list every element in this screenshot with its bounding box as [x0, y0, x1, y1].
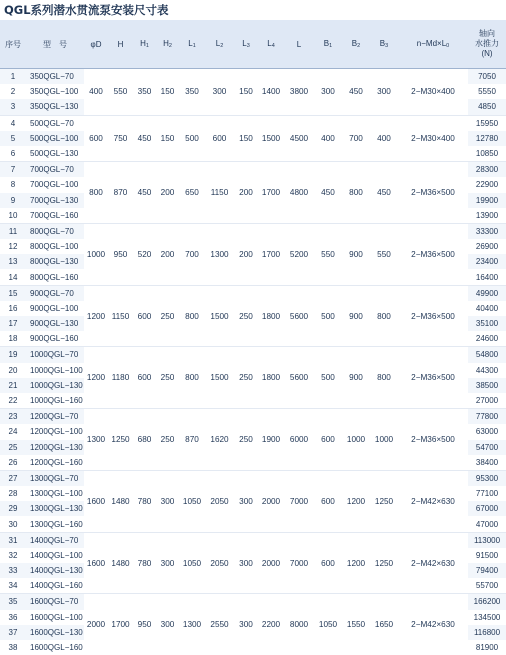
cell-h2: 250 [156, 347, 179, 409]
cell-h: 1180 [108, 347, 133, 409]
cell-model: 900QGL−70 [26, 285, 84, 301]
cell-l2: 1150 [205, 162, 234, 224]
cell-b3: 1250 [370, 470, 398, 532]
cell-b1: 600 [314, 470, 342, 532]
cell-no: 14 [0, 269, 26, 285]
cell-l4: 1700 [258, 162, 284, 224]
cell-no: 28 [0, 486, 26, 501]
cell-no: 26 [0, 455, 26, 471]
table-row [0, 223, 506, 239]
cell-l: 7000 [284, 532, 314, 594]
cell-axial-thrust: 13900 [468, 208, 506, 224]
cell-l3: 300 [234, 532, 258, 594]
cell-h2: 200 [156, 162, 179, 224]
cell-axial-thrust: 95300 [468, 470, 506, 486]
header-phid: φD [84, 20, 108, 69]
cell-h1: 600 [133, 285, 156, 347]
cell-h1: 600 [133, 347, 156, 409]
cell-no: 30 [0, 516, 26, 532]
cell-bolts: 2−M36×500 [398, 223, 468, 285]
cell-no: 36 [0, 610, 26, 625]
cell-b3: 450 [370, 162, 398, 224]
cell-h2: 250 [156, 285, 179, 347]
cell-phid: 1600 [84, 532, 108, 594]
cell-axial-thrust: 16400 [468, 269, 506, 285]
cell-l1: 800 [179, 347, 205, 409]
cell-model: 800QGL−160 [26, 269, 84, 285]
cell-axial-thrust: 10850 [468, 146, 506, 162]
cell-model: 1000QGL−100 [26, 363, 84, 378]
cell-l4: 2200 [258, 594, 284, 655]
cell-l2: 2050 [205, 470, 234, 532]
cell-b1: 1050 [314, 594, 342, 655]
cell-model: 700QGL−130 [26, 193, 84, 208]
cell-l: 5200 [284, 223, 314, 285]
table-body [0, 69, 506, 655]
cell-l4: 2000 [258, 470, 284, 532]
cell-model: 350QGL−100 [26, 84, 84, 99]
cell-b1: 500 [314, 347, 342, 409]
cell-model: 1300QGL−160 [26, 516, 84, 532]
cell-model: 1400QGL−100 [26, 548, 84, 563]
cell-no: 9 [0, 193, 26, 208]
cell-h1: 450 [133, 162, 156, 224]
cell-no: 4 [0, 115, 26, 131]
cell-phid: 2000 [84, 594, 108, 655]
cell-no: 12 [0, 239, 26, 254]
cell-model: 900QGL−160 [26, 331, 84, 347]
cell-no: 13 [0, 254, 26, 269]
cell-no: 7 [0, 162, 26, 178]
cell-h: 1700 [108, 594, 133, 655]
cell-h2: 150 [156, 69, 179, 116]
cell-l3: 300 [234, 594, 258, 655]
cell-axial-thrust: 40400 [468, 301, 506, 316]
cell-no: 27 [0, 470, 26, 486]
table-row [0, 470, 506, 486]
header-row [0, 20, 506, 69]
cell-axial-thrust: 116800 [468, 625, 506, 640]
header-l4: $L_4$ [258, 20, 284, 69]
cell-model: 500QGL−70 [26, 115, 84, 131]
cell-axial-thrust: 81900 [468, 640, 506, 655]
cell-h1: 450 [133, 115, 156, 162]
cell-b2: 800 [342, 162, 370, 224]
cell-l3: 150 [234, 115, 258, 162]
cell-no: 37 [0, 625, 26, 640]
cell-no: 32 [0, 548, 26, 563]
cell-no: 18 [0, 331, 26, 347]
cell-no: 34 [0, 578, 26, 594]
cell-h2: 300 [156, 532, 179, 594]
cell-axial-thrust: 12780 [468, 131, 506, 146]
table-row [0, 409, 506, 425]
cell-b2: 700 [342, 115, 370, 162]
header-b1: $B_1$ [314, 20, 342, 69]
cell-no: 29 [0, 501, 26, 516]
cell-no: 33 [0, 563, 26, 578]
table-row [0, 347, 506, 363]
cell-axial-thrust: 7050 [468, 69, 506, 85]
cell-b2: 900 [342, 223, 370, 285]
cell-l: 5600 [284, 285, 314, 347]
cell-model: 1200QGL−130 [26, 440, 84, 455]
header-axial-thrust: 轴向 水推力 (N) [468, 20, 506, 69]
cell-no: 35 [0, 594, 26, 610]
cell-l3: 250 [234, 285, 258, 347]
cell-bolts: 2−M36×500 [398, 162, 468, 224]
cell-l1: 1050 [179, 470, 205, 532]
cell-h1: 520 [133, 223, 156, 285]
cell-h: 550 [108, 69, 133, 116]
cell-l: 6000 [284, 409, 314, 471]
cell-model: 800QGL−100 [26, 239, 84, 254]
cell-model: 1300QGL−70 [26, 470, 84, 486]
cell-model: 500QGL−100 [26, 131, 84, 146]
cell-no: 23 [0, 409, 26, 425]
cell-axial-thrust: 67000 [468, 501, 506, 516]
cell-no: 11 [0, 223, 26, 239]
cell-l3: 250 [234, 347, 258, 409]
cell-axial-thrust: 24600 [468, 331, 506, 347]
cell-h2: 250 [156, 409, 179, 471]
cell-l4: 1700 [258, 223, 284, 285]
cell-axial-thrust: 54800 [468, 347, 506, 363]
cell-no: 10 [0, 208, 26, 224]
cell-no: 38 [0, 640, 26, 655]
cell-phid: 1300 [84, 409, 108, 471]
header-b2: $B_2$ [342, 20, 370, 69]
cell-b3: 800 [370, 285, 398, 347]
table-row [0, 285, 506, 301]
header-model: 型 号 [26, 20, 84, 69]
cell-l1: 700 [179, 223, 205, 285]
cell-l4: 1500 [258, 115, 284, 162]
cell-model: 1600QGL−130 [26, 625, 84, 640]
cell-axial-thrust: 19900 [468, 193, 506, 208]
cell-h: 1250 [108, 409, 133, 471]
cell-model: 900QGL−130 [26, 316, 84, 331]
cell-b1: 300 [314, 69, 342, 116]
cell-axial-thrust: 22900 [468, 177, 506, 192]
cell-h1: 680 [133, 409, 156, 471]
cell-l: 5600 [284, 347, 314, 409]
header-h2: $H_2$ [156, 20, 179, 69]
cell-axial-thrust: 38500 [468, 378, 506, 393]
cell-no: 6 [0, 146, 26, 162]
cell-b2: 1000 [342, 409, 370, 471]
cell-model: 1200QGL−70 [26, 409, 84, 425]
cell-l3: 200 [234, 223, 258, 285]
cell-no: 1 [0, 69, 26, 85]
header-l1: $L_1$ [179, 20, 205, 69]
cell-h1: 780 [133, 532, 156, 594]
cell-axial-thrust: 113000 [468, 532, 506, 548]
cell-model: 800QGL−130 [26, 254, 84, 269]
cell-model: 1400QGL−70 [26, 532, 84, 548]
cell-b3: 800 [370, 347, 398, 409]
cell-b1: 550 [314, 223, 342, 285]
cell-l3: 150 [234, 69, 258, 116]
cell-l4: 2000 [258, 532, 284, 594]
cell-model: 1300QGL−130 [26, 501, 84, 516]
cell-axial-thrust: 33300 [468, 223, 506, 239]
cell-l: 3800 [284, 69, 314, 116]
table-row [0, 532, 506, 548]
cell-phid: 1200 [84, 347, 108, 409]
cell-h2: 300 [156, 470, 179, 532]
cell-b3: 400 [370, 115, 398, 162]
table-row [0, 115, 506, 131]
cell-axial-thrust: 4850 [468, 99, 506, 115]
cell-model: 1600QGL−100 [26, 610, 84, 625]
cell-b3: 1000 [370, 409, 398, 471]
cell-l: 7000 [284, 470, 314, 532]
cell-l3: 300 [234, 470, 258, 532]
cell-model: 700QGL−100 [26, 177, 84, 192]
cell-h2: 150 [156, 115, 179, 162]
cell-axial-thrust: 77100 [468, 486, 506, 501]
cell-model: 700QGL−70 [26, 162, 84, 178]
cell-h: 1150 [108, 285, 133, 347]
header-h1: $H_1$ [133, 20, 156, 69]
cell-model: 1000QGL−70 [26, 347, 84, 363]
cell-bolts: 2−M42×630 [398, 470, 468, 532]
cell-no: 15 [0, 285, 26, 301]
cell-l1: 800 [179, 285, 205, 347]
header-l: L [284, 20, 314, 69]
cell-axial-thrust: 63000 [468, 424, 506, 439]
cell-b1: 600 [314, 532, 342, 594]
header-l3: $L_3$ [234, 20, 258, 69]
cell-phid: 1000 [84, 223, 108, 285]
cell-model: 1300QGL−100 [26, 486, 84, 501]
cell-model: 900QGL−100 [26, 301, 84, 316]
cell-bolts: 2−M42×630 [398, 594, 468, 655]
dimension-table [0, 20, 506, 655]
cell-l1: 650 [179, 162, 205, 224]
cell-h: 870 [108, 162, 133, 224]
cell-l2: 1300 [205, 223, 234, 285]
cell-axial-thrust: 38400 [468, 455, 506, 471]
cell-l2: 2550 [205, 594, 234, 655]
cell-axial-thrust: 54700 [468, 440, 506, 455]
cell-b1: 450 [314, 162, 342, 224]
cell-no: 21 [0, 378, 26, 393]
cell-h: 1480 [108, 532, 133, 594]
cell-b2: 1550 [342, 594, 370, 655]
cell-b3: 300 [370, 69, 398, 116]
cell-axial-thrust: 23400 [468, 254, 506, 269]
cell-l4: 1800 [258, 285, 284, 347]
cell-axial-thrust: 15950 [468, 115, 506, 131]
cell-bolts: 2−M30×400 [398, 115, 468, 162]
cell-l: 4800 [284, 162, 314, 224]
cell-h: 950 [108, 223, 133, 285]
cell-no: 16 [0, 301, 26, 316]
cell-model: 700QGL−160 [26, 208, 84, 224]
cell-no: 22 [0, 393, 26, 409]
cell-phid: 400 [84, 69, 108, 116]
cell-b3: 1650 [370, 594, 398, 655]
cell-l4: 1900 [258, 409, 284, 471]
cell-model: 1000QGL−130 [26, 378, 84, 393]
cell-l1: 500 [179, 115, 205, 162]
cell-l1: 1300 [179, 594, 205, 655]
cell-b2: 450 [342, 69, 370, 116]
cell-axial-thrust: 91500 [468, 548, 506, 563]
cell-h1: 350 [133, 69, 156, 116]
cell-l2: 300 [205, 69, 234, 116]
cell-l2: 600 [205, 115, 234, 162]
cell-b1: 500 [314, 285, 342, 347]
header-no: 序号 [0, 20, 26, 69]
cell-model: 1200QGL−160 [26, 455, 84, 471]
header-l2: $L_2$ [205, 20, 234, 69]
cell-bolts: 2−M36×500 [398, 409, 468, 471]
cell-no: 17 [0, 316, 26, 331]
cell-model: 800QGL−70 [26, 223, 84, 239]
cell-axial-thrust: 79400 [468, 563, 506, 578]
cell-model: 500QGL−130 [26, 146, 84, 162]
cell-b1: 400 [314, 115, 342, 162]
cell-no: 31 [0, 532, 26, 548]
cell-model: 1000QGL−160 [26, 393, 84, 409]
cell-l3: 250 [234, 409, 258, 471]
cell-l: 8000 [284, 594, 314, 655]
cell-l: 4500 [284, 115, 314, 162]
cell-l1: 870 [179, 409, 205, 471]
cell-axial-thrust: 5550 [468, 84, 506, 99]
cell-phid: 600 [84, 115, 108, 162]
cell-h1: 780 [133, 470, 156, 532]
cell-model: 1200QGL−100 [26, 424, 84, 439]
cell-no: 5 [0, 131, 26, 146]
cell-phid: 1200 [84, 285, 108, 347]
cell-no: 24 [0, 424, 26, 439]
cell-axial-thrust: 35100 [468, 316, 506, 331]
cell-b2: 1200 [342, 470, 370, 532]
cell-axial-thrust: 28300 [468, 162, 506, 178]
table-row [0, 162, 506, 178]
cell-l2: 1500 [205, 285, 234, 347]
cell-phid: 1600 [84, 470, 108, 532]
cell-axial-thrust: 77800 [468, 409, 506, 425]
cell-model: 350QGL−130 [26, 99, 84, 115]
cell-l2: 2050 [205, 532, 234, 594]
cell-l2: 1500 [205, 347, 234, 409]
cell-l4: 1800 [258, 347, 284, 409]
cell-l2: 1620 [205, 409, 234, 471]
cell-no: 3 [0, 99, 26, 115]
header-bolts: $n-Md\times L_0$ [398, 20, 468, 69]
cell-b3: 550 [370, 223, 398, 285]
cell-b2: 900 [342, 347, 370, 409]
cell-b3: 1250 [370, 532, 398, 594]
cell-model: 1600QGL−70 [26, 594, 84, 610]
cell-no: 20 [0, 363, 26, 378]
cell-bolts: 2−M36×500 [398, 285, 468, 347]
cell-h: 1480 [108, 470, 133, 532]
cell-b2: 900 [342, 285, 370, 347]
cell-bolts: 2−M30×400 [398, 69, 468, 116]
cell-no: 25 [0, 440, 26, 455]
cell-axial-thrust: 49900 [468, 285, 506, 301]
table-row [0, 594, 506, 610]
cell-h1: 950 [133, 594, 156, 655]
cell-model: 1400QGL−160 [26, 578, 84, 594]
page-title: QGL系列潜水贯流泵安装尺寸表 [4, 2, 169, 18]
table-row [0, 69, 506, 85]
cell-model: 1400QGL−130 [26, 563, 84, 578]
header-h: H [108, 20, 133, 69]
cell-b2: 1200 [342, 532, 370, 594]
cell-model: 350QGL−70 [26, 69, 84, 85]
cell-no: 19 [0, 347, 26, 363]
cell-axial-thrust: 166200 [468, 594, 506, 610]
cell-axial-thrust: 27000 [468, 393, 506, 409]
cell-axial-thrust: 47000 [468, 516, 506, 532]
cell-h2: 200 [156, 223, 179, 285]
cell-l1: 1050 [179, 532, 205, 594]
cell-no: 8 [0, 177, 26, 192]
cell-l1: 350 [179, 69, 205, 116]
cell-axial-thrust: 44300 [468, 363, 506, 378]
cell-axial-thrust: 55700 [468, 578, 506, 594]
cell-phid: 800 [84, 162, 108, 224]
cell-model: 1600QGL−160 [26, 640, 84, 655]
cell-no: 2 [0, 84, 26, 99]
header-b3: $B_3$ [370, 20, 398, 69]
cell-bolts: 2−M42×630 [398, 532, 468, 594]
cell-axial-thrust: 26900 [468, 239, 506, 254]
cell-h2: 300 [156, 594, 179, 655]
cell-l3: 200 [234, 162, 258, 224]
cell-axial-thrust: 134500 [468, 610, 506, 625]
cell-b1: 600 [314, 409, 342, 471]
cell-l4: 1400 [258, 69, 284, 116]
cell-bolts: 2−M36×500 [398, 347, 468, 409]
cell-h: 750 [108, 115, 133, 162]
